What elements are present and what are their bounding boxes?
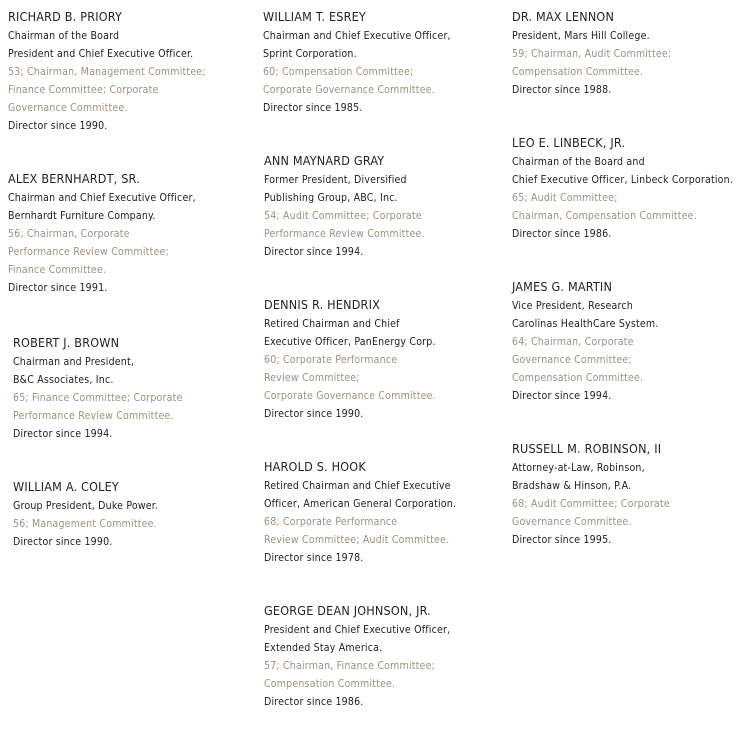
director-entry: [13, 478, 158, 551]
director-entry: [13, 334, 183, 443]
director-since: Director since 1990.: [8, 120, 108, 132]
director-committee-line: Governance Committee;: [512, 354, 632, 366]
director-title-line: Chairman and Chief Executive Officer,: [8, 192, 196, 204]
director-since: Director since 1990.: [13, 536, 113, 548]
director-title-line: President, Mars Hill College.: [512, 30, 650, 42]
director-committee-line: Chairman, Compensation Committee.: [512, 210, 697, 222]
director-name: LEO E. LINBECK, JR.: [512, 135, 626, 150]
director-title-line: Chief Executive Officer, Linbeck Corporation.: [512, 174, 734, 186]
director-title-line: Carolinas HealthCare System.: [512, 318, 659, 330]
director-since: Director since 1986.: [512, 228, 612, 240]
director-name: HAROLD S. HOOK: [264, 459, 366, 474]
director-committee-line: Review Committee; Audit Committee.: [264, 534, 450, 546]
director-entry: [263, 8, 451, 117]
director-since: Director since 1994.: [512, 390, 612, 402]
director-title-line: Chairman and President,: [13, 356, 135, 368]
director-committee-line: 54; Audit Committee; Corporate: [264, 210, 422, 222]
director-committee-line: Corporate Governance Committee.: [263, 84, 435, 96]
director-name: ROBERT J. BROWN: [13, 335, 120, 350]
director-title-line: Bernhardt Furniture Company.: [8, 210, 156, 222]
director-title-line: Chairman and Chief Executive Officer,: [263, 30, 451, 42]
director-entry: [512, 134, 733, 243]
director-entry: [264, 296, 436, 423]
director-committee-line: Compensation Committee.: [512, 66, 644, 78]
director-committee-line: Corporate Governance Committee.: [264, 390, 436, 402]
director-title-line: Sprint Corporation.: [263, 48, 357, 60]
director-committee-line: 60; Corporate Performance: [264, 354, 398, 366]
director-name: GEORGE DEAN JOHNSON, JR.: [264, 603, 431, 618]
director-entry: [8, 8, 206, 135]
director-title-line: Attorney-at-Law, Robinson,: [512, 462, 645, 474]
director-committee-line: 65; Finance Committee; Corporate: [13, 392, 183, 404]
director-committee-line: 60; Compensation Committee;: [263, 66, 414, 78]
director-committee-line: 68; Corporate Performance: [264, 516, 398, 528]
director-title-line: B&C Associates, Inc.: [13, 374, 114, 386]
director-title-line: Vice President, Research: [512, 300, 633, 312]
director-since: Director since 1995.: [512, 534, 612, 546]
director-title-line: Former President, Diversified: [264, 174, 407, 186]
director-name: JAMES G. MARTIN: [512, 279, 613, 294]
director-title-line: Publishing Group, ABC, Inc.: [264, 192, 398, 204]
director-entry: [264, 602, 450, 711]
director-name: DR. MAX LENNON: [512, 9, 615, 24]
director-title-line: Retired Chairman and Chief: [264, 318, 400, 330]
director-name: DENNIS R. HENDRIX: [264, 297, 380, 312]
director-committee-line: Review Committee;: [264, 372, 360, 384]
director-committee-line: 56; Chairman, Corporate: [8, 228, 130, 240]
director-name: RICHARD B. PRIORY: [8, 9, 123, 24]
director-title-line: Extended Stay America.: [264, 642, 383, 654]
director-name: WILLIAM T. ESREY: [263, 9, 366, 24]
director-committee-line: Governance Committee.: [512, 516, 632, 528]
director-entry: [264, 458, 456, 567]
director-committee-line: Compensation Committee.: [264, 678, 396, 690]
director-entry: [8, 170, 196, 297]
director-committee-line: 53; Chairman, Management Committee;: [8, 66, 206, 78]
director-title-line: Chairman of the Board and: [512, 156, 645, 168]
director-title-line: Chairman of the Board: [8, 30, 120, 42]
director-entry: [512, 440, 670, 549]
director-committee-line: 57; Chairman, Finance Committee;: [264, 660, 435, 672]
director-committee-line: Performance Review Committee.: [13, 410, 174, 422]
director-committee-line: Compensation Committee.: [512, 372, 644, 384]
director-committee-line: Governance Committee.: [8, 102, 128, 114]
director-title-line: Group President, Duke Power.: [13, 500, 159, 512]
director-name: ANN MAYNARD GRAY: [264, 153, 385, 168]
director-since: Director since 1985.: [263, 102, 363, 114]
director-name: ALEX BERNHARDT, SR.: [8, 171, 140, 186]
director-title-line: Bradshaw & Hinson, P.A.: [512, 480, 632, 492]
director-since: Director since 1990.: [264, 408, 364, 420]
director-entry: [512, 8, 671, 99]
director-since: Director since 1978.: [264, 552, 364, 564]
director-entry: [512, 278, 658, 405]
director-since: Director since 1994.: [13, 428, 113, 440]
director-since: Director since 1986.: [264, 696, 364, 708]
director-since: Director since 1991.: [8, 282, 108, 294]
director-title-line: Retired Chairman and Chief Executive: [264, 480, 451, 492]
director-title-line: President and Chief Executive Officer.: [8, 48, 194, 60]
director-committee-line: Performance Review Committee.: [264, 228, 425, 240]
director-entry: [264, 152, 425, 261]
director-committee-line: Finance Committee.: [8, 264, 107, 276]
director-committee-line: 65; Audit Committee;: [512, 192, 618, 204]
director-committee-line: Performance Review Committee;: [8, 246, 169, 258]
director-title-line: Executive Officer, PanEnergy Corp.: [264, 336, 436, 348]
director-committee-line: 64; Chairman, Corporate: [512, 336, 634, 348]
director-committee-line: 68; Audit Committee; Corporate: [512, 498, 670, 510]
director-committee-line: Finance Committee; Corporate: [8, 84, 159, 96]
director-committee-line: 59; Chairman, Audit Committee;: [512, 48, 672, 60]
director-name: RUSSELL M. ROBINSON, II: [512, 441, 662, 456]
director-title-line: Officer, American General Corporation.: [264, 498, 457, 510]
director-since: Director since 1988.: [512, 84, 612, 96]
director-since: Director since 1994.: [264, 246, 364, 258]
director-title-line: President and Chief Executive Officer,: [264, 624, 451, 636]
director-name: WILLIAM A. COLEY: [13, 479, 119, 494]
director-committee-line: 56; Management Committee.: [13, 518, 157, 530]
